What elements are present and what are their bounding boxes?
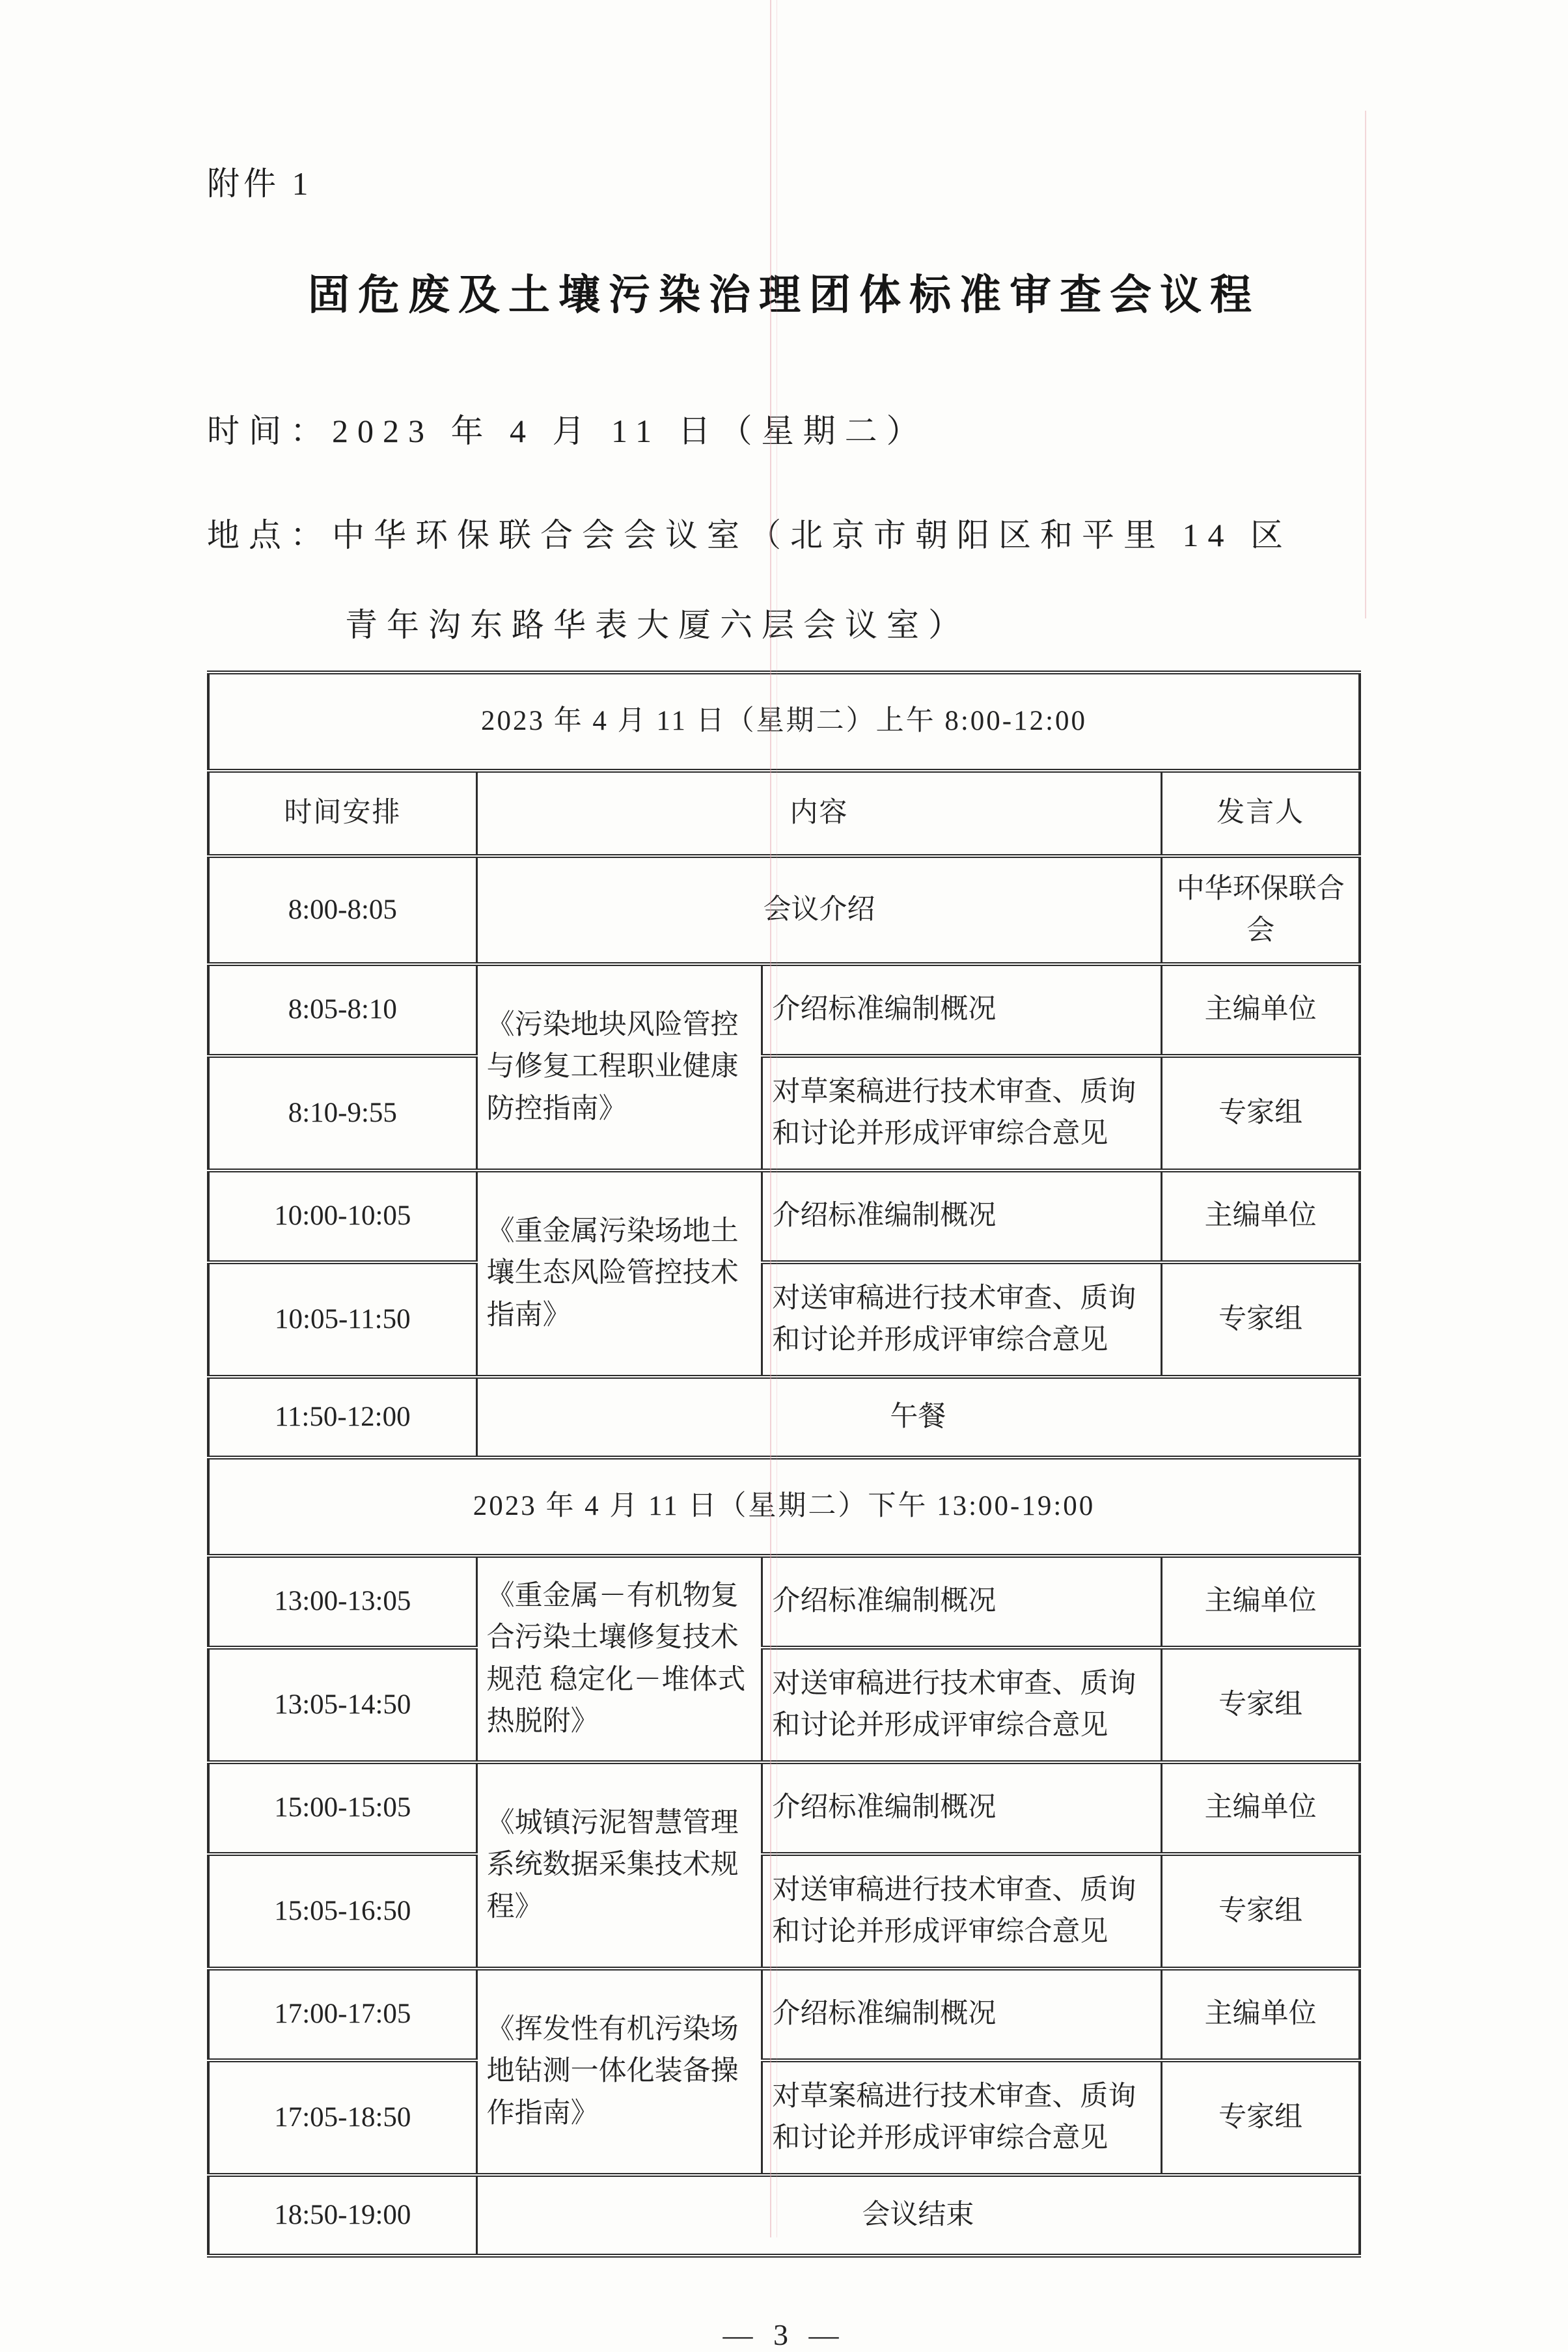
content-cell: 对草案稿进行技术审查、质询和讨论并形成评审综合意见 — [762, 2060, 1162, 2175]
standard-cell: 《重金属污染场地土壤生态风险管控技术指南》 — [476, 1170, 762, 1377]
standard-cell: 《重金属－有机物复合污染土壤修复技术规范 稳定化－堆体式热脱附》 — [476, 1556, 762, 1762]
content-cell: 介绍标准编制概况 — [762, 1969, 1162, 2060]
scan-artifact-line — [1365, 111, 1366, 618]
content-cell: 午餐 — [476, 1377, 1360, 1458]
section-header-morning: 2023 年 4 月 11 日（星期二）上午 8:00-12:00 — [208, 672, 1360, 771]
time-cell: 11:50-12:00 — [208, 1377, 476, 1458]
speaker-cell: 专家组 — [1162, 1854, 1360, 1969]
attachment-label: 附件 1 — [207, 165, 312, 202]
time-cell: 10:05-11:50 — [208, 1262, 476, 1377]
document-title: 固危废及土壤污染治理团体标准审查会议程 — [308, 271, 1260, 318]
speaker-cell: 主编单位 — [1162, 1170, 1360, 1262]
time-cell: 10:00-10:05 — [208, 1170, 476, 1262]
content-cell: 介绍标准编制概况 — [762, 964, 1162, 1056]
standard-cell: 《城镇污泥智慧管理系统数据采集技术规程》 — [476, 1762, 762, 1969]
standard-cell: 《污染地块风险管控与修复工程职业健康防控指南》 — [476, 964, 762, 1170]
time-cell: 13:00-13:05 — [208, 1556, 476, 1648]
time-cell: 15:00-15:05 — [208, 1762, 476, 1854]
speaker-cell: 专家组 — [1162, 1262, 1360, 1377]
meeting-location-line1: 地点：中华环保联合会会议室（北京市朝阳区和平里 14 区 — [207, 517, 1292, 553]
content-cell: 对送审稿进行技术审查、质询和讨论并形成评审综合意见 — [762, 1262, 1162, 1377]
meeting-location-line2: 青年沟东路华表大厦六层会议室） — [345, 607, 970, 643]
content-cell: 介绍标准编制概况 — [762, 1762, 1162, 1854]
content-cell: 对送审稿进行技术审查、质询和讨论并形成评审综合意见 — [762, 1854, 1162, 1969]
speaker-cell: 主编单位 — [1162, 1556, 1360, 1648]
col-header-content: 内容 — [476, 771, 1162, 856]
page-number: — 3 — — [722, 2318, 846, 2351]
meeting-time: 时间：2023 年 4 月 11 日（星期二） — [207, 413, 928, 449]
time-cell: 8:00-8:05 — [208, 856, 476, 964]
content-cell: 会议介绍 — [476, 856, 1162, 964]
speaker-cell: 专家组 — [1162, 1648, 1360, 1762]
speaker-cell: 主编单位 — [1162, 1762, 1360, 1854]
speaker-cell: 中华环保联合会 — [1162, 856, 1360, 964]
content-cell: 会议结束 — [476, 2175, 1360, 2256]
speaker-cell: 专家组 — [1162, 2060, 1360, 2175]
speaker-cell: 主编单位 — [1162, 1969, 1360, 2060]
time-cell: 13:05-14:50 — [208, 1648, 476, 1762]
time-cell: 18:50-19:00 — [208, 2175, 476, 2256]
col-header-speaker: 发言人 — [1162, 771, 1360, 856]
section-header-afternoon: 2023 年 4 月 11 日（星期二）下午 13:00-19:00 — [208, 1458, 1360, 1556]
col-header-time: 时间安排 — [208, 771, 476, 856]
content-cell: 对草案稿进行技术审查、质询和讨论并形成评审综合意见 — [762, 1056, 1162, 1170]
time-cell: 15:05-16:50 — [208, 1854, 476, 1969]
time-cell: 17:05-18:50 — [208, 2060, 476, 2175]
standard-cell: 《挥发性有机污染场地钻测一体化装备操作指南》 — [476, 1969, 762, 2175]
time-cell: 17:00-17:05 — [208, 1969, 476, 2060]
time-cell: 8:05-8:10 — [208, 964, 476, 1056]
speaker-cell: 专家组 — [1162, 1056, 1360, 1170]
agenda-table — [207, 671, 1361, 2258]
content-cell: 对送审稿进行技术审查、质询和讨论并形成评审综合意见 — [762, 1648, 1162, 1762]
time-cell: 8:10-9:55 — [208, 1056, 476, 1170]
speaker-cell: 主编单位 — [1162, 964, 1360, 1056]
content-cell: 介绍标准编制概况 — [762, 1170, 1162, 1262]
content-cell: 介绍标准编制概况 — [762, 1556, 1162, 1648]
